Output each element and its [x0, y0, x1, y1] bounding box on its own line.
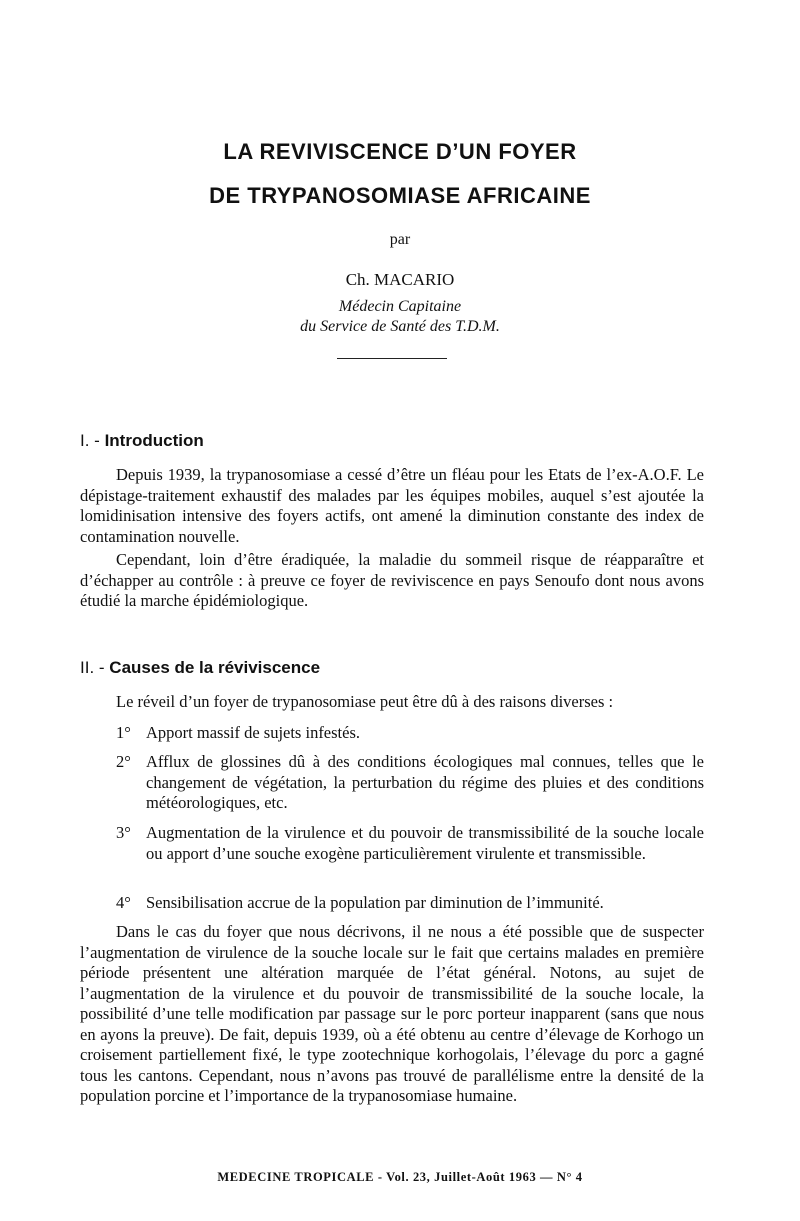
section2-title: Causes de la réviviscence — [109, 658, 321, 677]
title-divider — [337, 358, 447, 359]
section2-number: II. - — [80, 658, 105, 677]
section1-paragraph: Cependant, loin d’être éradiquée, la maladie du sommeil risque de réapparaître et d’échapper au contrôle : à preuve ce foyer de reviviscence en pays Senoufo dont nous avons étudié la marche épidémiologique. — [80, 550, 704, 610]
list-item — [116, 752, 704, 814]
article-title-line1: LA REVIVISCENCE D’UN FOYER — [223, 139, 577, 164]
section2-intro: Le réveil d’un foyer de trypanosomiase peut être dû à des raisons diverses : — [116, 692, 614, 711]
list-item-text: Afflux de glossines dû à des conditions écologiques mal connues, telles que le changement de végétation, la perturbation du régime des pluies et des conditions météorologiques, etc. — [146, 752, 704, 812]
list-item — [116, 823, 704, 864]
list-item-text: Augmentation de la virulence et du pouvoir de transmissibilité de la souche locale ou apport d’une souche exogène particulièrement virulente et transmissible. — [146, 823, 704, 863]
list-item-text: Sensibilisation accrue de la population par diminution de l’immunité. — [146, 893, 604, 912]
list-item-number: 1° — [116, 723, 131, 742]
journal-footer: MEDECINE TROPICALE - Vol. 23, Juillet-Août 1963 — N° 4 — [217, 1170, 583, 1184]
list-item-number: 3° — [116, 823, 131, 842]
author-affiliation-line2: du Service de Santé des T.D.M. — [300, 318, 500, 335]
author-affiliation-line1: Médecin Capitaine — [338, 298, 462, 315]
author-name: Ch. MACARIO — [345, 270, 455, 289]
list-item — [116, 893, 704, 914]
list-item-number: 4° — [116, 893, 131, 912]
list-item-text: Apport massif de sujets infestés. — [146, 723, 361, 742]
list-item-number: 2° — [116, 752, 131, 771]
list-item — [116, 723, 704, 744]
section1-number: I. - — [80, 431, 100, 450]
section2-paragraph: Dans le cas du foyer que nous décrivons, il ne nous a été possible que de suspecter l’augmentation de virulence de la souche locale sur le fait que certains malades en première période présentent une altération marquée de l’état général. Notons, au sujet de l’augmentation de la virulence et du pouvoir de transmissibilité de la souche locale, la possibilité d’une telle modification par passage sur le porc porteur inapparent (sans que nous en ayons la preuve). De fait, depuis 1939, où a été obtenu au centre d’élevage de Korhogo un croisement partiellement fixé, le type zootechnique korhogolais, l’élevage du porc a gagné tous les cantons. Cependant, nous n’avons pas trouvé de parallélisme entre la densité de la population porcine et l’importance de la trypanosomiase humaine. — [80, 922, 704, 1105]
section1-paragraph: Depuis 1939, la trypanosomiase a cessé d’être un fléau pour les Etats de l’ex-A.O.F. Le dépistage-traitement exhaustif des malades par les équipes mobiles, auquel s’est ajoutée la lomidinisation intensive des foyers actifs, ont amené la diminution constante des index de contamination nouvelle. — [80, 465, 704, 546]
byline-par: par — [389, 231, 411, 248]
section2-heading — [80, 658, 320, 678]
section1-title: Introduction — [104, 431, 204, 450]
section1-heading — [80, 431, 204, 451]
article-title-line2: DE TRYPANOSOMIASE AFRICAINE — [209, 183, 591, 208]
